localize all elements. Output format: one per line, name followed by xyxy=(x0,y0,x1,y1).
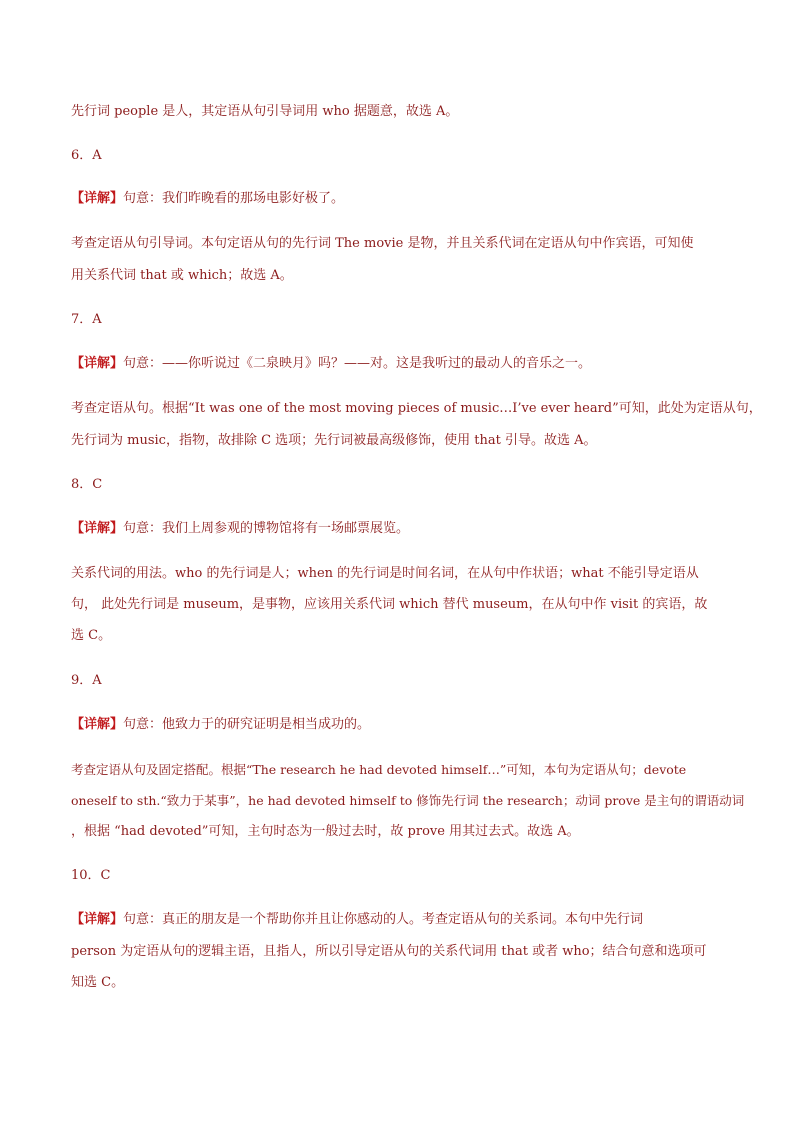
detail-tag: 【详解】 xyxy=(71,356,124,371)
answer-6-analysis-line1: 考查定语从句引导词。本句定语从句的先行词 The movie 是物，并且关系代词在定语从句中作宾语，可知使 xyxy=(71,236,694,251)
answer-6-meaning-text: 句意：我们昨晚看的那场电影好极了。 xyxy=(123,191,345,206)
answer-7-analysis-line1: 考查定语从句。根据“It was one of the most moving pieces of music…I’ve ever heard”可知，此处为定语从句， xyxy=(71,401,762,416)
answer-8-meaning xyxy=(71,520,409,538)
answer-6-meaning xyxy=(71,190,344,208)
answer-9-analysis-line3: ，根据 “had devoted”可知，主句时态为一般过去时，故 prove 用其过去式。故选 A。 xyxy=(71,824,580,839)
answer-7-analysis-line2: 先行词为 music，指物，故排除 C 选项；先行词被最高级修饰，使用 that 引导。故选 A。 xyxy=(71,433,597,448)
detail-tag: 【详解】 xyxy=(71,521,124,536)
answer-9-number: 9．A xyxy=(71,673,102,688)
answer-10-number: 10．C xyxy=(71,868,111,883)
answer-8-analysis-line3: 选 C。 xyxy=(71,628,112,643)
answer-7-number: 7．A xyxy=(71,312,102,327)
answer-6-analysis-line2: 用关系代词 that 或 which；故选 A。 xyxy=(71,268,293,283)
answer-8-number: 8．C xyxy=(71,477,103,492)
answer-8-analysis-line2: 句， 此处先行词是 museum，是事物，应该用关系代词 which 替代 museum，在从句中作 visit 的宾语，故 xyxy=(71,597,708,612)
intro-line: 先行词 people 是人，其定语从句引导词用 who 据题意，故选 A。 xyxy=(71,104,459,119)
answer-10-meaning-text: 句意：真正的朋友是一个帮助你并且让你感动的人。考查定语从句的关系词。本句中先行词 xyxy=(123,912,644,927)
answer-9-meaning xyxy=(71,716,370,734)
answer-10-analysis-line2: person 为定语从句的逻辑主语，且指人，所以引导定语从句的关系代词用 that 或者 who；结合句意和选项可 xyxy=(71,944,707,959)
answer-9-analysis-line1: 考查定语从句及固定搭配。根据“The research he had devoted himself…”可知，本句为定语从句；devote xyxy=(71,762,687,777)
answer-10-analysis-line3: 知选 C。 xyxy=(71,975,125,990)
answer-9-analysis-line2: oneself to sth.“致力于某事”，he had devoted himself to 修饰先行词 the research；动词 prove 是主句的谓语动词 xyxy=(71,793,745,808)
answer-7-meaning-text: 句意：——你听说过《二泉映月》吗？——对。这是我听过的最动人的音乐之一。 xyxy=(123,356,592,371)
answer-8-analysis-line1: 关系代词的用法。who 的先行词是人；when 的先行词是时间名词，在从句中作状语；what 不能引导定语从 xyxy=(71,566,699,581)
answer-7-meaning xyxy=(71,355,591,373)
answer-6-number: 6．A xyxy=(71,148,102,163)
detail-tag: 【详解】 xyxy=(71,912,124,927)
answer-10-meaning xyxy=(71,911,643,929)
detail-tag: 【详解】 xyxy=(71,717,124,732)
answer-9-meaning-text: 句意：他致力于的研究证明是相当成功的。 xyxy=(123,717,371,732)
detail-tag: 【详解】 xyxy=(71,191,124,206)
answer-8-meaning-text: 句意：我们上周参观的博物馆将有一场邮票展览。 xyxy=(123,521,410,536)
